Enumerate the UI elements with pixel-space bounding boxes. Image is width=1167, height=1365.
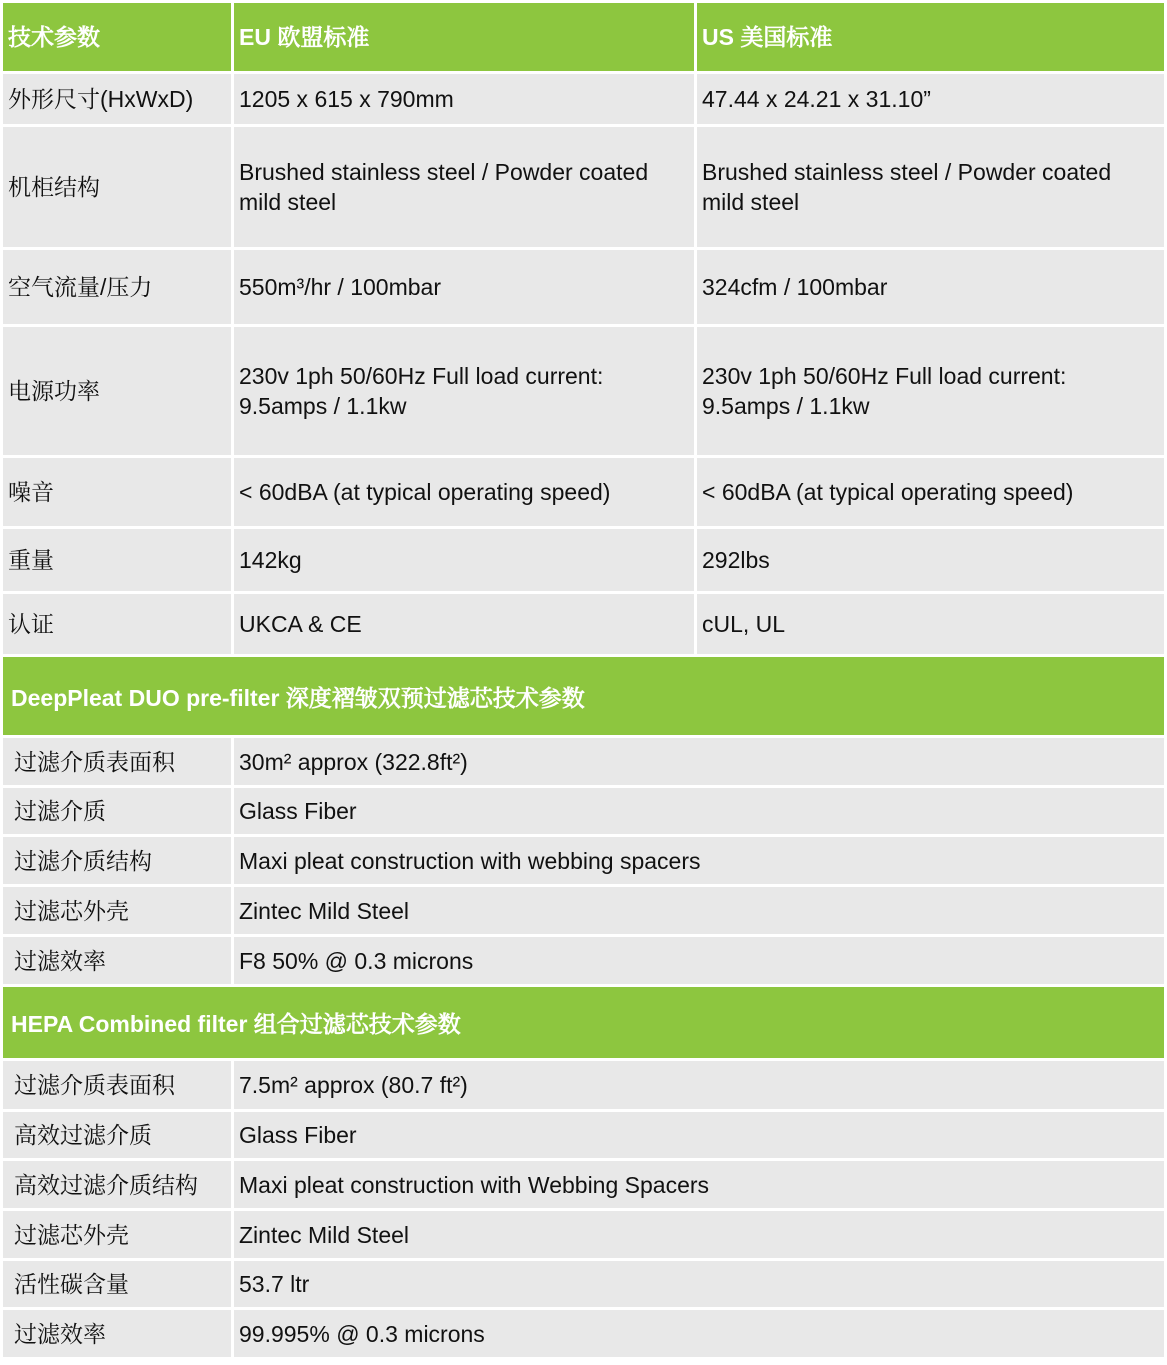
table-row bbox=[3, 1061, 1164, 1109]
table-row bbox=[3, 788, 1164, 834]
cell-value: Maxi pleat construction with webbing spacers bbox=[234, 837, 1164, 884]
prefilter-section-title: DeepPleat DUO pre-filter 深度褶皱双预过滤芯技术参数 bbox=[3, 657, 1164, 735]
table-row bbox=[3, 837, 1164, 884]
cell-label: 过滤效率 bbox=[3, 937, 231, 984]
cell-label: 噪音 bbox=[3, 458, 231, 526]
table-row bbox=[3, 1261, 1164, 1307]
header-us: US 美国标准 bbox=[697, 3, 1164, 71]
cell-value: 53.7 ltr bbox=[234, 1261, 1164, 1307]
cell-eu: < 60dBA (at typical operating speed) bbox=[234, 458, 694, 526]
table-row bbox=[3, 1211, 1164, 1258]
header-param: 技术参数 bbox=[3, 3, 231, 71]
cell-us: 324cfm / 100mbar bbox=[697, 250, 1164, 324]
cell-us: 47.44 x 24.21 x 31.10” bbox=[697, 74, 1164, 124]
cell-label: 重量 bbox=[3, 529, 231, 591]
cell-eu: UKCA & CE bbox=[234, 594, 694, 654]
table-row bbox=[3, 1112, 1164, 1158]
cell-value: Maxi pleat construction with Webbing Spacers bbox=[234, 1161, 1164, 1208]
table-row bbox=[3, 887, 1164, 934]
cell-label: 活性碳含量 bbox=[3, 1261, 231, 1307]
table-row bbox=[3, 1161, 1164, 1208]
cell-label: 过滤效率 bbox=[3, 1310, 231, 1357]
cell-us: 292lbs bbox=[697, 529, 1164, 591]
cell-label: 过滤介质结构 bbox=[3, 837, 231, 884]
table-row bbox=[3, 250, 1164, 324]
cell-eu: 230v 1ph 50/60Hz Full load current: 9.5amps / 1.1kw bbox=[234, 327, 694, 455]
table-row bbox=[3, 74, 1164, 124]
cell-value: 7.5m² approx (80.7 ft²) bbox=[234, 1061, 1164, 1109]
cell-eu: Brushed stainless steel / Powder coated mild steel bbox=[234, 127, 694, 247]
table-row bbox=[3, 327, 1164, 455]
cell-label: 认证 bbox=[3, 594, 231, 654]
cell-us: Brushed stainless steel / Powder coated mild steel bbox=[697, 127, 1164, 247]
table-row bbox=[3, 458, 1164, 526]
cell-value: 99.995% @ 0.3 microns bbox=[234, 1310, 1164, 1357]
cell-value: 30m² approx (322.8ft²) bbox=[234, 738, 1164, 785]
cell-label: 过滤介质 bbox=[3, 788, 231, 834]
cell-label: 过滤芯外壳 bbox=[3, 887, 231, 934]
cell-value: Glass Fiber bbox=[234, 1112, 1164, 1158]
cell-value: F8 50% @ 0.3 microns bbox=[234, 937, 1164, 984]
cell-label: 过滤介质表面积 bbox=[3, 738, 231, 785]
table-header-row bbox=[3, 3, 1164, 71]
cell-eu: 550m³/hr / 100mbar bbox=[234, 250, 694, 324]
cell-us: < 60dBA (at typical operating speed) bbox=[697, 458, 1164, 526]
header-eu: EU 欧盟标准 bbox=[234, 3, 694, 71]
cell-label: 高效过滤介质结构 bbox=[3, 1161, 231, 1208]
table-row bbox=[3, 937, 1164, 984]
cell-eu: 1205 x 615 x 790mm bbox=[234, 74, 694, 124]
table-row bbox=[3, 738, 1164, 785]
cell-label: 空气流量/压力 bbox=[3, 250, 231, 324]
table-row bbox=[3, 529, 1164, 591]
cell-eu: 142kg bbox=[234, 529, 694, 591]
cell-value: Zintec Mild Steel bbox=[234, 1211, 1164, 1258]
cell-label: 过滤介质表面积 bbox=[3, 1061, 231, 1109]
cell-label: 外形尺寸(HxWxD) bbox=[3, 74, 231, 124]
cell-label: 过滤芯外壳 bbox=[3, 1211, 231, 1258]
cell-label: 高效过滤介质 bbox=[3, 1112, 231, 1158]
hepa-section-title: HEPA Combined filter 组合过滤芯技术参数 bbox=[3, 987, 1164, 1058]
cell-us: cUL, UL bbox=[697, 594, 1164, 654]
cell-label: 电源功率 bbox=[3, 327, 231, 455]
cell-value: Glass Fiber bbox=[234, 788, 1164, 834]
cell-us: 230v 1ph 50/60Hz Full load current: 9.5amps / 1.1kw bbox=[697, 327, 1164, 455]
table-row bbox=[3, 594, 1164, 654]
table-row bbox=[3, 1310, 1164, 1357]
table-row bbox=[3, 127, 1164, 247]
spec-table bbox=[3, 3, 1164, 1357]
cell-value: Zintec Mild Steel bbox=[234, 887, 1164, 934]
cell-label: 机柜结构 bbox=[3, 127, 231, 247]
